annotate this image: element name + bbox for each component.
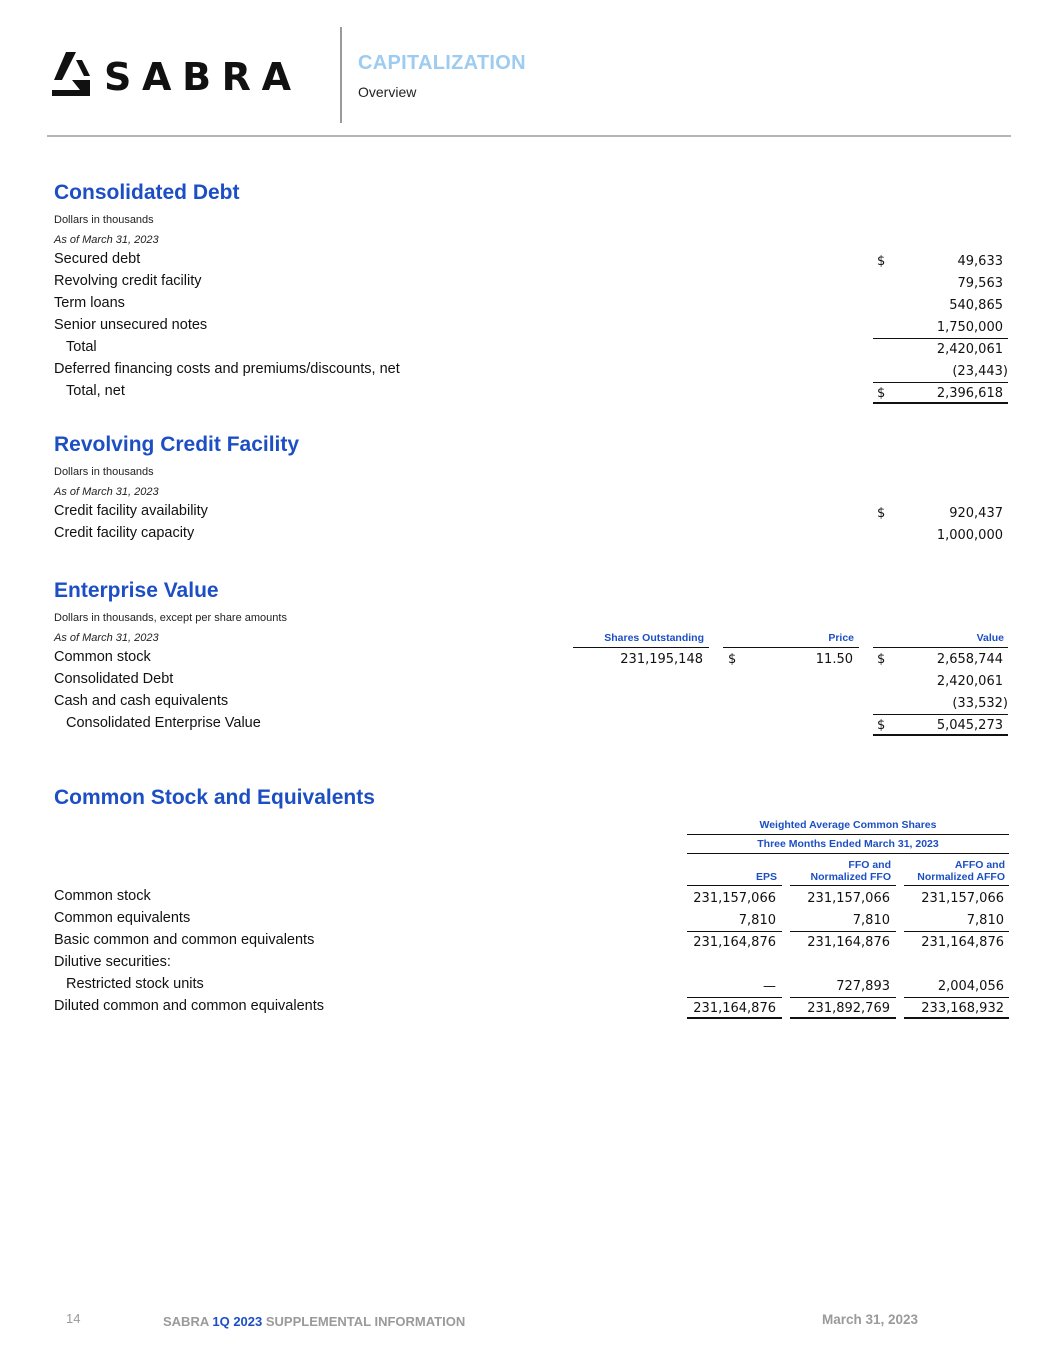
- shares-value: 231,195,148: [620, 652, 703, 667]
- total-double-rule: [873, 402, 1008, 404]
- header-rule: [573, 647, 709, 648]
- page-number: 14: [66, 1311, 81, 1326]
- price-value: 11.50: [815, 652, 853, 667]
- row-label: Term loans: [54, 295, 125, 311]
- header-rule: [790, 885, 896, 886]
- column-header-affo-line1: AFFO and: [954, 859, 1005, 871]
- ffo-value: 7,810: [852, 913, 890, 928]
- row-value: 49,633: [957, 254, 1003, 269]
- ffo-value: 231,157,066: [807, 891, 890, 906]
- total-double-rule: [873, 734, 1008, 736]
- footer-document-title: [163, 1314, 465, 1329]
- eps-value: 7,810: [738, 913, 776, 928]
- sabra-logo: [52, 50, 297, 100]
- row-label: Credit facility availability: [54, 503, 208, 519]
- header-rule: [687, 834, 1009, 835]
- row-value: 2,658,744: [936, 652, 1003, 667]
- affo-value: 7,810: [966, 913, 1004, 928]
- section-title-revolving-credit: Revolving Credit Facility: [54, 433, 300, 456]
- row-value: (23,443): [952, 364, 1008, 379]
- row-value: 920,437: [949, 506, 1003, 521]
- page-subtitle: Overview: [358, 84, 417, 100]
- column-header-affo-line2: Normalized AFFO: [917, 871, 1005, 883]
- currency-symbol: $: [877, 652, 886, 667]
- column-header-ffo: [810, 859, 891, 883]
- row-value: 1,750,000: [936, 320, 1003, 335]
- row-label: Senior unsecured notes: [54, 317, 208, 333]
- row-label: Restricted stock units: [66, 976, 204, 992]
- footer-brand: SABRA: [163, 1314, 209, 1329]
- column-header-value: Value: [976, 632, 1004, 644]
- header-rule: [687, 853, 1009, 854]
- subtotal-rule: [790, 997, 896, 998]
- affo-value: 231,157,066: [921, 891, 1004, 906]
- column-header-shares: Shares Outstanding: [604, 632, 704, 644]
- currency-symbol: $: [877, 506, 886, 521]
- row-label: Common stock: [54, 888, 151, 904]
- row-value: 5,045,273: [936, 718, 1003, 733]
- header-divider: [340, 27, 342, 123]
- ffo-value: 727,893: [836, 979, 890, 994]
- row-label: Revolving credit facility: [54, 273, 202, 289]
- affo-value: 2,004,056: [937, 979, 1004, 994]
- row-label: Consolidated Debt: [54, 671, 174, 687]
- row-label: Common stock: [54, 649, 151, 665]
- period-header: Three Months Ended March 31, 2023: [757, 838, 939, 850]
- column-header-affo: [917, 859, 1005, 883]
- subtotal-rule: [873, 382, 1008, 383]
- as-of-note: As of March 31, 2023: [54, 486, 159, 498]
- ffo-value: 231,892,769: [807, 1001, 890, 1016]
- footer-period: 1Q 2023: [212, 1314, 263, 1329]
- ffo-value: 231,164,876: [807, 935, 890, 950]
- header-rule: [873, 647, 1008, 648]
- subtotal-rule: [904, 931, 1009, 932]
- page-title: CAPITALIZATION: [358, 52, 526, 74]
- total-double-rule: [687, 1017, 782, 1019]
- row-value: 2,396,618: [936, 386, 1003, 401]
- subtotal-rule: [904, 997, 1009, 998]
- row-value: 1,000,000: [936, 528, 1003, 543]
- row-label: Total, net: [66, 383, 125, 399]
- units-note: Dollars in thousands, except per share amounts: [54, 612, 287, 624]
- eps-value: 231,164,876: [693, 1001, 776, 1016]
- subtotal-rule: [687, 997, 782, 998]
- row-label: Common equivalents: [54, 910, 191, 926]
- logo-text: SABRA: [104, 55, 294, 99]
- section-title-common-stock: Common Stock and Equivalents: [54, 786, 375, 809]
- eps-value: 231,157,066: [693, 891, 776, 906]
- subtotal-rule: [873, 714, 1008, 715]
- currency-symbol: $: [728, 652, 737, 667]
- row-value: 540,865: [949, 298, 1003, 313]
- header-rule: [904, 885, 1009, 886]
- units-note: Dollars in thousands: [54, 466, 154, 478]
- row-value: (33,532): [952, 696, 1008, 711]
- units-note: Dollars in thousands: [54, 214, 154, 226]
- total-double-rule: [904, 1017, 1009, 1019]
- row-value: 2,420,061: [936, 342, 1003, 357]
- total-double-rule: [790, 1017, 896, 1019]
- row-label: Diluted common and common equivalents: [54, 998, 324, 1014]
- subtotal-rule: [790, 931, 896, 932]
- footer-date: March 31, 2023: [822, 1312, 919, 1327]
- row-label: Secured debt: [54, 251, 141, 267]
- currency-symbol: $: [877, 386, 886, 401]
- column-header-ffo-line2: Normalized FFO: [810, 871, 891, 883]
- header-rule: [687, 885, 782, 886]
- section-title-enterprise-value: Enterprise Value: [54, 579, 219, 602]
- affo-value: 231,164,876: [921, 935, 1004, 950]
- row-value: 79,563: [957, 276, 1003, 291]
- row-label: Consolidated Enterprise Value: [66, 715, 261, 731]
- row-label: Basic common and common equivalents: [54, 932, 315, 948]
- row-label: Dilutive securities:: [54, 954, 171, 970]
- column-header-eps: EPS: [755, 871, 777, 883]
- subtotal-rule: [687, 931, 782, 932]
- eps-value: —: [763, 979, 776, 994]
- as-of-note: As of March 31, 2023: [54, 632, 159, 644]
- row-label: Cash and cash equivalents: [54, 693, 229, 709]
- row-label: Deferred financing costs and premiums/discounts, net: [54, 361, 400, 377]
- row-label: Total: [66, 339, 97, 355]
- currency-symbol: $: [877, 254, 886, 269]
- column-header-price: Price: [828, 632, 854, 644]
- eps-value: 231,164,876: [693, 935, 776, 950]
- group-header: Weighted Average Common Shares: [759, 819, 937, 831]
- currency-symbol: $: [877, 718, 886, 733]
- header-rule: [723, 647, 859, 648]
- section-title-consolidated-debt: Consolidated Debt: [54, 181, 240, 204]
- affo-value: 233,168,932: [921, 1001, 1004, 1016]
- as-of-note: As of March 31, 2023: [54, 234, 159, 246]
- row-value: 2,420,061: [936, 674, 1003, 689]
- subtotal-rule: [873, 338, 1008, 339]
- footer-doc: SUPPLEMENTAL INFORMATION: [265, 1314, 466, 1329]
- row-label: Credit facility capacity: [54, 525, 195, 541]
- header-rule: [47, 135, 1011, 137]
- column-header-ffo-line1: FFO and: [848, 859, 891, 871]
